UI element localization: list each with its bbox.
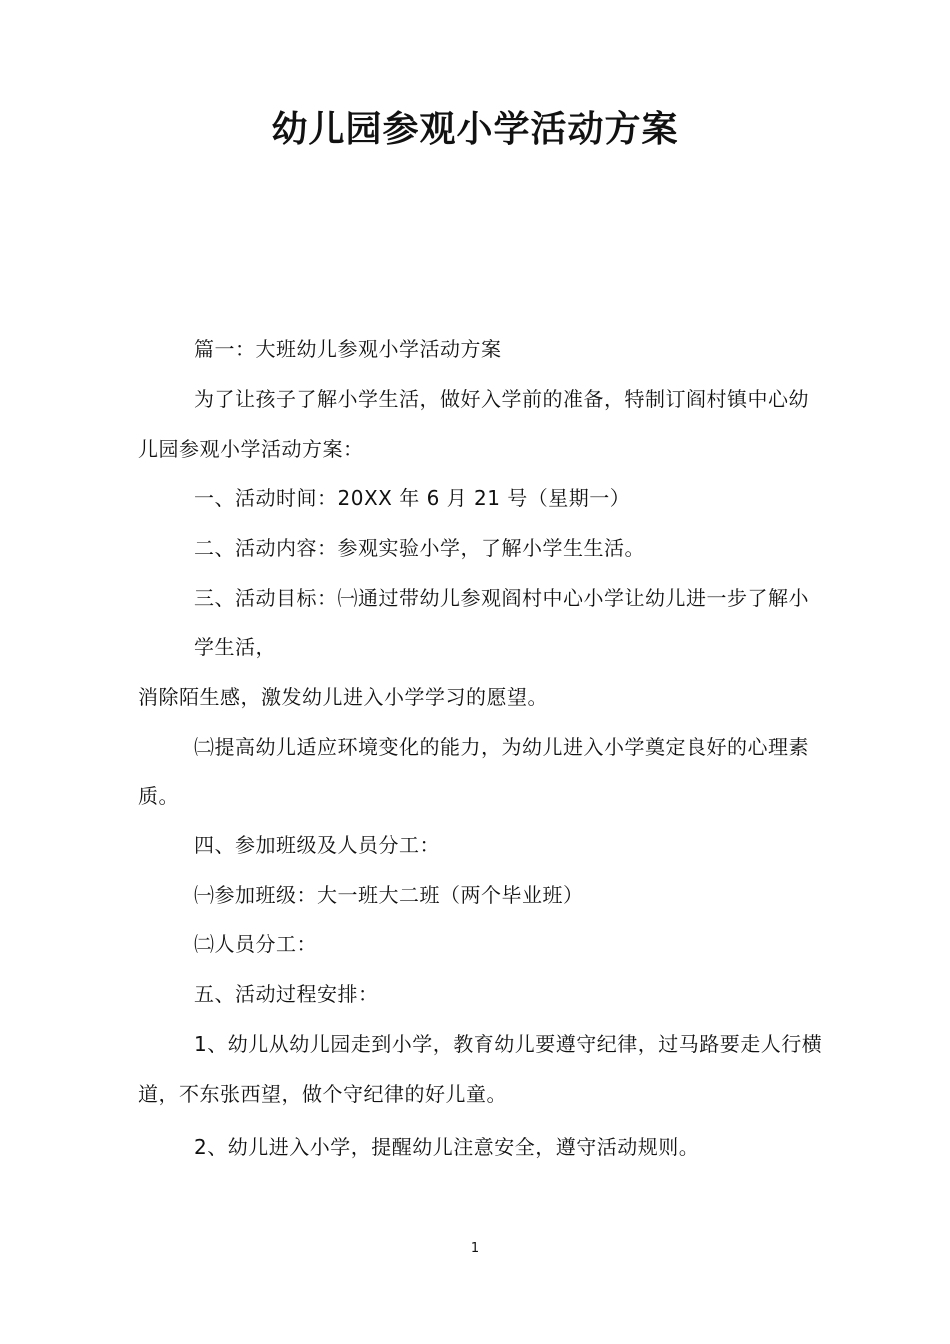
paragraph-line: ㈡人员分工： [194, 932, 317, 956]
paragraph-line: ㈡提高幼儿适应环境变化的能力，为幼儿进入小学奠定良好的心理素 [194, 735, 809, 759]
section-heading: 篇一：大班幼儿参观小学活动方案 [194, 337, 502, 361]
paragraph-line: 2、幼儿进入小学，提醒幼儿注意安全，遵守活动规则。 [194, 1135, 700, 1159]
paragraph-line: 儿园参观小学活动方案： [138, 437, 364, 461]
paragraph-line: 消除陌生感，激发幼儿进入小学学习的愿望。 [138, 685, 548, 709]
paragraph-line: ㈠参加班级：大一班大二班（两个毕业班） [194, 883, 584, 907]
document-title: 幼儿园参观小学活动方案 [271, 109, 679, 150]
paragraph-line: 一、活动时间：20XX 年 6 月 21 号（星期一） [194, 486, 631, 510]
paragraph-line: 三、活动目标：㈠通过带幼儿参观阎村中心小学让幼儿进一步了解小 [194, 586, 809, 610]
paragraph-line: 四、参加班级及人员分工： [194, 833, 440, 857]
paragraph-line: 二、活动内容：参观实验小学，了解小学生生活。 [194, 536, 645, 560]
paragraph-line: 为了让孩子了解小学生活，做好入学前的准备，特制订阎村镇中心幼 [194, 387, 809, 411]
paragraph-line: 1、幼儿从幼儿园走到小学，教育幼儿要遵守纪律，过马路要走人行横 [194, 1032, 823, 1056]
page-number: 1 [470, 1241, 480, 1256]
paragraph-line: 道，不东张西望，做个守纪律的好儿童。 [138, 1082, 507, 1106]
paragraph-line: 学生活， [194, 635, 276, 659]
paragraph-line: 质。 [138, 784, 179, 808]
paragraph-line: 五、活动过程安排： [194, 982, 379, 1006]
